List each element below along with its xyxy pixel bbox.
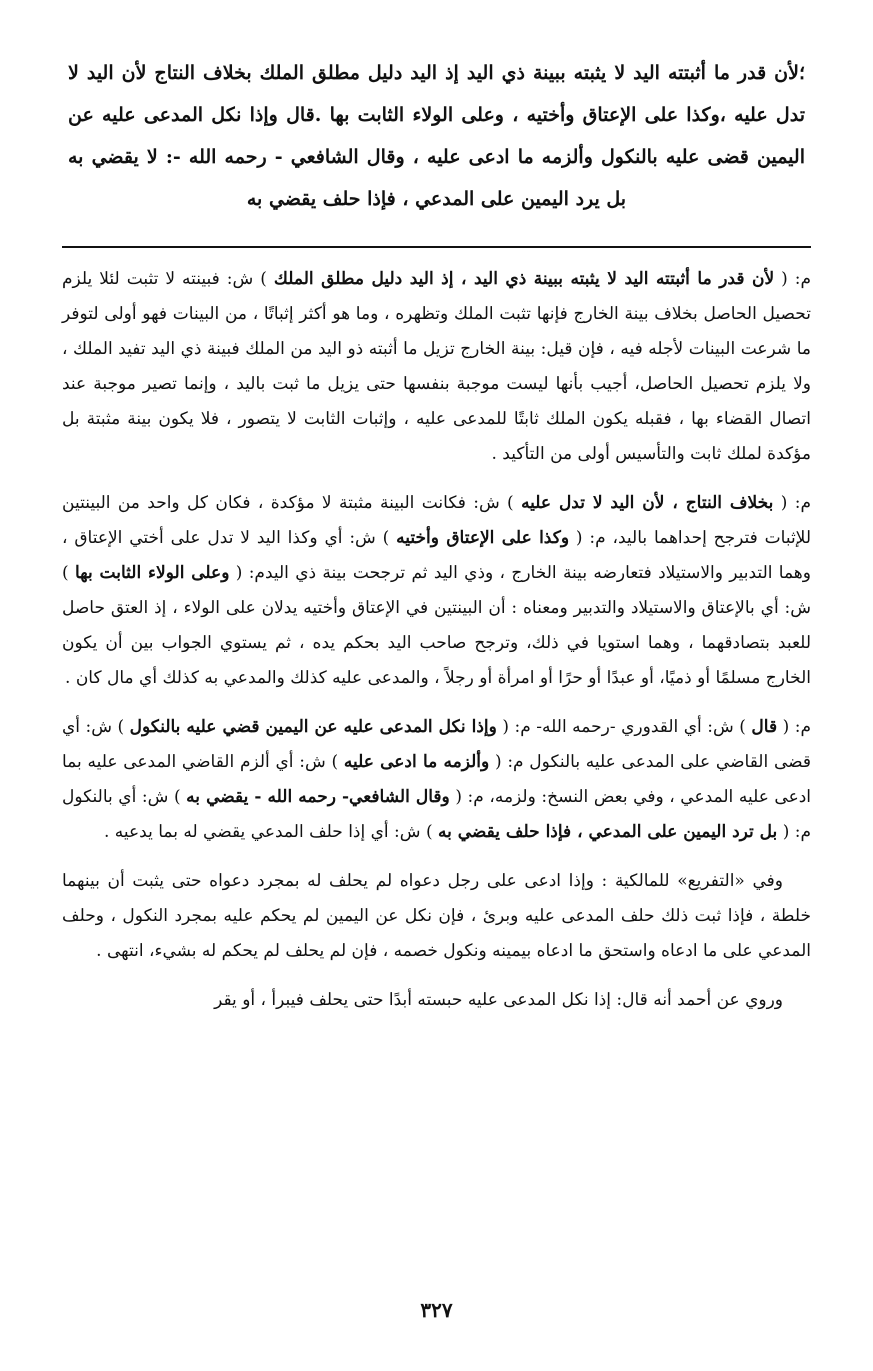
commentary-text: ) ش: أي وكذا اليد لا تدل على أختي الإعتاق ، وهما التدبير والاستيلاد فتعارضه بينة الخارج ، وذي اليد ثم ترجحت بينة ذي اليدم: (	[62, 528, 811, 583]
commentary-text: ) ش: أي القدوري -رحمه الله- م: (	[496, 717, 752, 737]
commentary-paragraph	[62, 262, 811, 472]
commentary-paragraph	[62, 983, 811, 1018]
commentary-text: ) ش: أي ألزم القاضي المدعى عليه بما ادعى عليه المدعي ، وفي بعض النسخ: ولزمه، م: (	[62, 752, 812, 807]
quoted-matn: بخلاف النتاج ، لأن اليد لا تدل عليه	[521, 493, 774, 513]
commentary-text: ) ش: فكانت البينة مثبتة لا مؤكدة ، فكان كل واحد من البينتين للإثبات فترجح إحداهما باليد، م: (	[62, 493, 811, 548]
quoted-matn: وإذا نكل المدعى عليه عن اليمين قضي عليه بالنكول	[129, 717, 497, 737]
commentary-text: ) ش: فبينته لا تثبت لئلا يلزم تحصيل الحاصل بخلاف بينة الخارج فإنها تثبت الملك وتظهره ، وما هو أكثر إثباتًا ، من البينات فهو أولى لتوفر ما شرعت البينات لأجله فيه ، فإن قيل: بينة الخارج تزيل ما أثبته ذو اليد من الملك فبينة ذي اليد تفيد الملك ، ولا يلزم تحصيل الحاصل، أجيب بأنها ليست موجبة بنفسها حتى يزيل ما ثبت باليد ، وإنما تصير موجبة عند اتصال القضاء بها ، فقبله يكون الملك ثابتًا للمدعى عليه ، وإثبات الثابت لا يتصور ، فلا يكون بينة مثبتة بل مؤكدة لملك ثابت والتأسيس أولى من التأكيد .	[62, 269, 811, 464]
page-number: ٣٢٧	[420, 1298, 453, 1322]
commentary-text: ) ش: أي قضى القاضي على المدعى عليه بالنكول م: (	[62, 717, 811, 772]
commentary-text: م: (	[777, 717, 811, 737]
commentary	[62, 262, 811, 1018]
commentary-paragraph	[62, 864, 811, 969]
commentary-text: م: (	[774, 269, 812, 289]
quoted-matn: لأن قدر ما أثبتته اليد لا يثبته ببينة ذي اليد ، إذ اليد دليل مطلق الملك	[273, 269, 775, 289]
separator-rule	[62, 246, 811, 248]
commentary-paragraph	[62, 710, 811, 850]
quoted-matn: وألزمه ما ادعى عليه	[343, 752, 490, 772]
commentary-text: وروي عن أحمد أنه قال: إذا نكل المدعى عليه حبسته أبدًا حتى يحلف فيبرأ ، أو يقر	[214, 990, 783, 1010]
quoted-matn: وعلى الولاء الثابت بها	[74, 563, 230, 583]
commentary-text: م: (	[773, 493, 811, 513]
commentary-text: ) ش: أي بالنكول م: (	[62, 787, 811, 842]
matn-text: ؛لأن قدر ما أثبتته اليد لا يثبته ببينة ذي اليد إذ اليد دليل مطلق الملك بخلاف النتاج لأن اليد لا تدل عليه ،وكذا على الإعتاق وأختيه ، وعلى الولاء الثابت بها .قال وإذا نكل المدعى عليه عن اليمين قضى عليه بالنكول وألزمه ما ادعى عليه ، وقال الشافعي - رحمه الله -: لا يقضي به بل يرد اليمين على المدعي ، فإذا حلف يقضي به	[68, 62, 805, 210]
commentary-text: ) ش: أي بالإعتاق والاستيلاد والتدبير ومعناه : أن البينتين في الإعتاق وأختيه يدلان على الولاء ، إذ العتق حاصل للعبد بتصادقهما ، وهما استويا في ذلك، وترجح صاحب اليد بحكم يده ، ثم يستوي الجواب بين أن يكون الخارج مسلمًا أو ذميًا، أو عبدًا أو حرًا أو امرأة أو رجلاً ، والمدعى عليه كذلك والمدعي به كذلك أي مال كان .	[62, 563, 811, 688]
quoted-matn: وقال الشافعي- رحمه الله - يقضي به	[186, 787, 450, 807]
quoted-matn: بل ترد اليمين على المدعي ، فإذا حلف يقضي به	[437, 822, 778, 842]
quoted-matn: وكذا على الإعتاق وأختيه	[396, 528, 570, 548]
commentary-text: وفي «التفريع» للمالكية : وإذا ادعى على رجل دعواه لم يحلف له بمجرد دعواه حتى يثبت أن بينهما خلطة ، فإذا ثبت ذلك حلف المدعى عليه وبرئ ، فإن نكل عن اليمين لم يحكم عليه بمجرد النكول ، وحلف المدعي على ما ادعاه واستحق ما ادعاه بيمينه ونكول خصمه ، فإن لم يحلف لم يحكم له بشيء، انتهى .	[62, 871, 811, 961]
quoted-matn: قال	[751, 717, 778, 737]
commentary-text: ) ش: أي إذا حلف المدعي يقضي له بما يدعيه .	[103, 822, 438, 842]
commentary-paragraph	[62, 486, 811, 696]
